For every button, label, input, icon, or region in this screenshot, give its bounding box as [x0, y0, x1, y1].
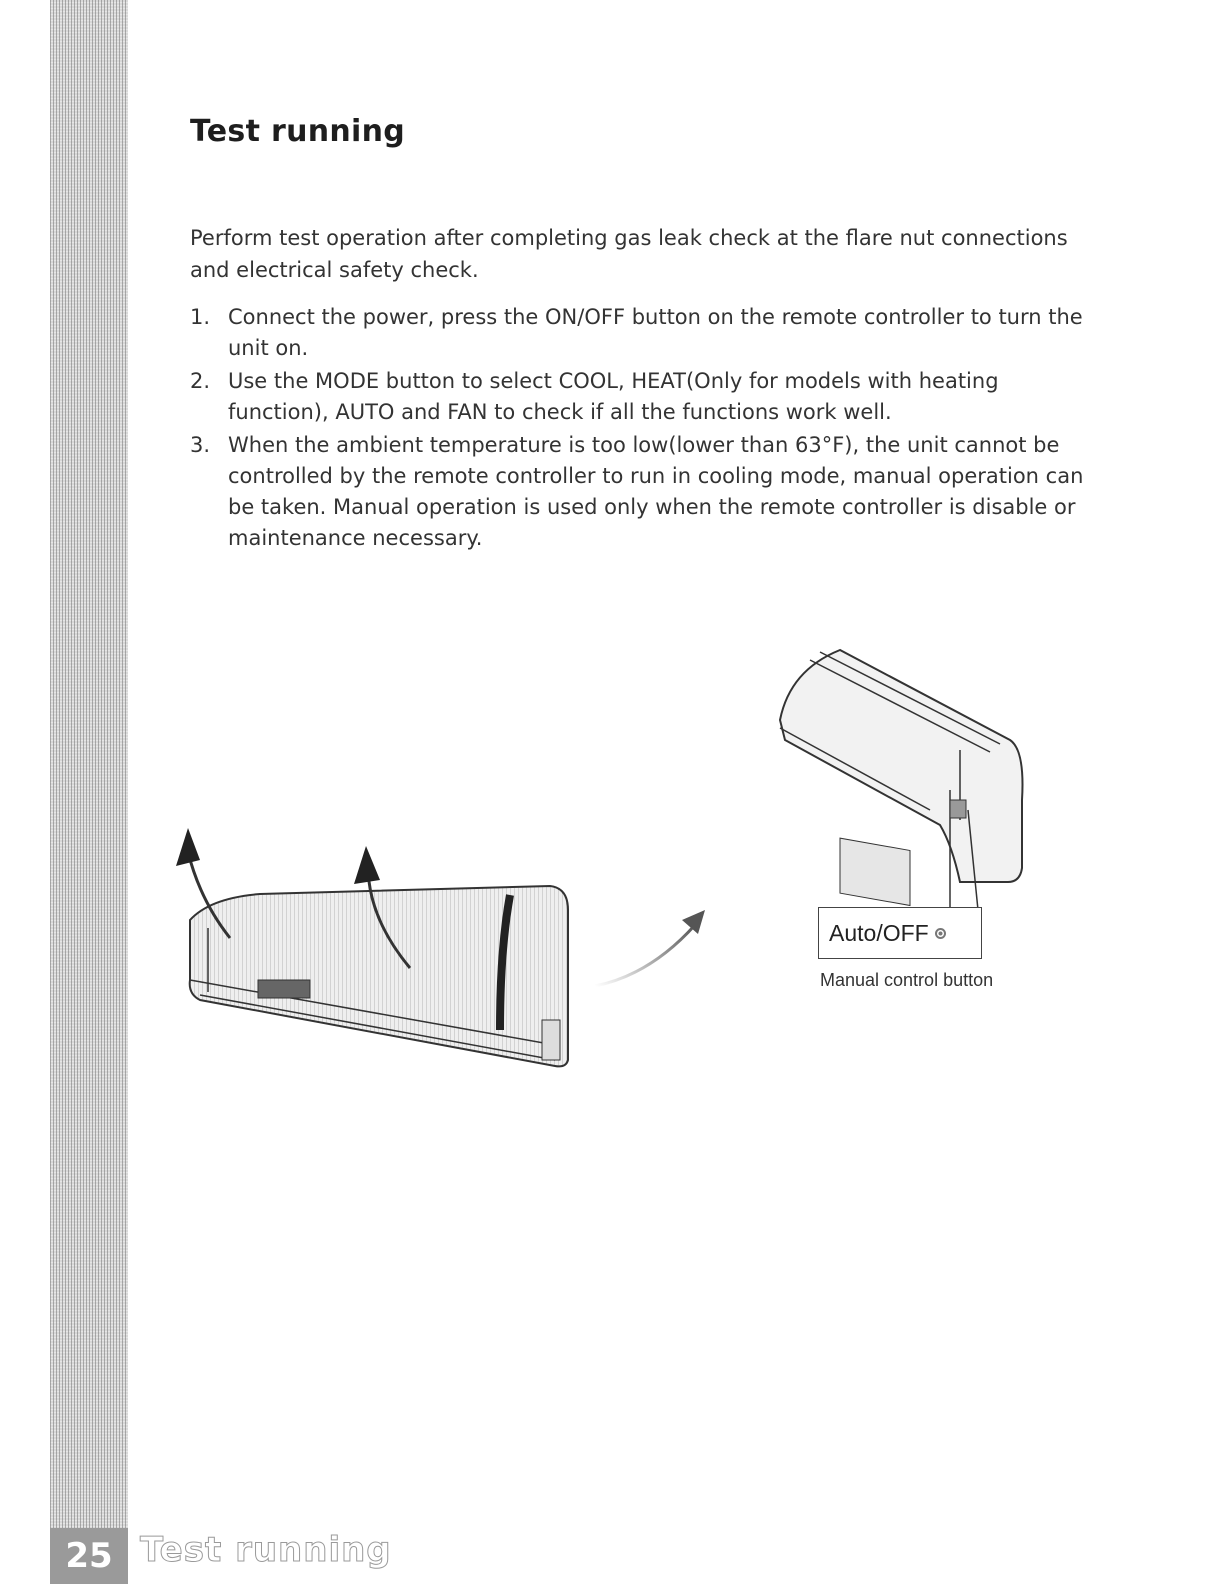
step-text: When the ambient temperature is too low(lower than 63°F), the unit cannot be controlled by the remote controller to run in cooling mode, manual operation can be taken. Manual operation is used only when the remote controller is disable or maintenance necessary.: [228, 433, 1084, 550]
page-title: Test running: [190, 114, 406, 149]
step-number: 2.: [190, 369, 211, 393]
indoor-unit-illustration: [190, 886, 568, 1066]
list-item: [190, 430, 1100, 554]
step-text: Connect the power, press the ON/OFF button on the remote controller to turn the unit on.: [228, 305, 1083, 360]
side-bar: [50, 0, 128, 1584]
air-conditioner-illustration: [170, 620, 1070, 1100]
list-item: [190, 366, 1100, 428]
intro-paragraph: Perform test operation after completing gas leak check at the flare nut connections and electrical safety check.: [190, 226, 1068, 282]
manual-button-detail-illustration: [780, 650, 1023, 910]
page-number: 25: [50, 1528, 128, 1584]
auto-off-button-label: [818, 907, 982, 959]
auto-off-text: Auto/OFF: [829, 919, 929, 946]
step-number: 1.: [190, 305, 211, 329]
pointer-arrow-icon: [595, 910, 705, 986]
steps-list: [190, 302, 1100, 556]
step-number: 3.: [190, 433, 211, 457]
list-item: [190, 302, 1100, 364]
button-dot-icon: [935, 928, 946, 939]
footer-section-title: Test running: [140, 1530, 392, 1570]
figure-caption: Manual control button: [820, 970, 994, 990]
step-text: Use the MODE button to select COOL, HEAT(Only for models with heating function), AUTO and FAN to check if all the functions work well.: [228, 369, 999, 424]
